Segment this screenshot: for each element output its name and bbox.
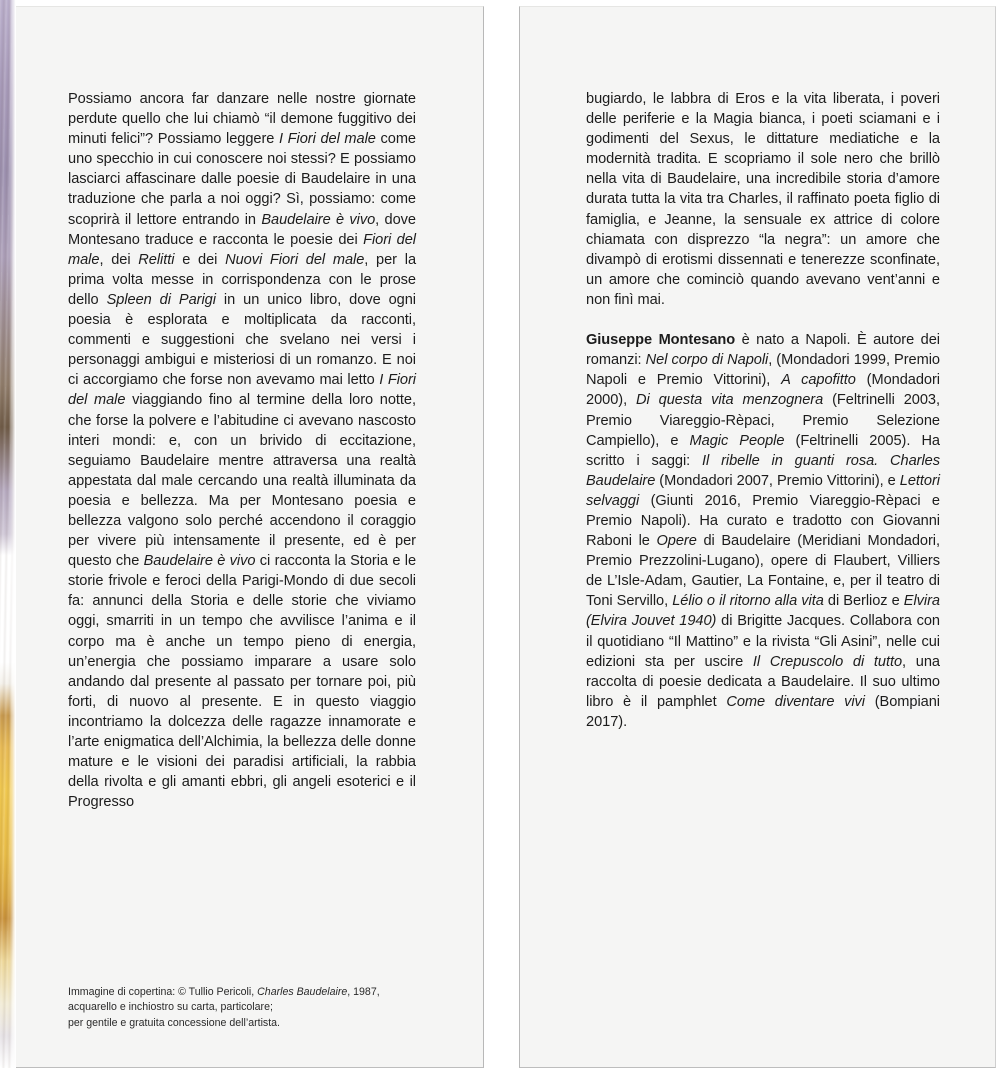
italic-title: Il Crepuscolo di tutto xyxy=(752,653,903,670)
italic-title: Lélio o il ritorno alla vita xyxy=(672,593,824,610)
italic-title: Opere xyxy=(656,533,697,550)
text-run: Possiamo ancora far danzare nelle nostre giornate perdute quello che lui chiamò “il demone fuggitivo dei minuti felici”? Possiamo leggere xyxy=(68,91,416,148)
text-run: (Mondadori 2007, Premio Vittorini), e xyxy=(655,472,900,489)
text-run: (Giunti 2016, Premio Viareggio-Rèpaci e Premio Napoli). Ha curato e tradotto con Giovanni Raboni le xyxy=(586,492,940,550)
italic-title: I Fiori del male xyxy=(68,372,416,409)
right-flap-panel xyxy=(519,6,996,1068)
text-run: , per la prima volta messe in corrispondenza con le prose dello xyxy=(68,251,417,308)
text-run: , 1987, acquarello e inchiostro su carta, particolare; xyxy=(68,985,380,1014)
text-run: per gentile e gratuita concessione dell’artista. xyxy=(68,1016,280,1029)
italic-title: Elvira (Elvira Jouvet 1940) xyxy=(586,593,940,630)
italic-title: Nuovi Fiori del male xyxy=(225,251,365,268)
blurb-paragraph xyxy=(68,89,416,812)
text-run: (Feltrinelli 2005). Ha scritto i saggi: xyxy=(586,432,940,469)
text-run: , una raccolta di poesie dedicata a Baudelaire. Il suo ultimo libro è il pamphlet xyxy=(586,653,940,710)
italic-title: Fiori del male xyxy=(68,231,416,268)
italic-title: Nel corpo di Napoli xyxy=(645,352,769,369)
author-biography-paragraph xyxy=(586,330,940,732)
text-run: , dei xyxy=(99,251,139,268)
italic-title: Baudelaire è vivo xyxy=(261,211,376,228)
text-run: di Brigitte Jacques. Collabora con il quotidiano “Il Mattino” e la rivista “Gli Asini”, nelle cui edizioni sta per uscire xyxy=(586,613,940,670)
text-run: viaggiando fino al termine della loro notte, che forse la polvere e l’abitudine ci avevano nascosto interi mondi: e, con un brivido di eccitazione, seguiamo Baudelaire mentre attraversa una realtà appestata dal male cercando una realtà illuminata da poesia e bellezza. Ma per Montesano poesia e bellezza valgono solo perché accendono il coraggio per vivere più intensamente il presente, ed è per questo che xyxy=(68,392,416,570)
text-run: Immagine di copertina: © Tullio Pericoli, xyxy=(68,985,258,998)
italic-title: A capofitto xyxy=(781,372,856,389)
cover-artwork-strip xyxy=(0,0,16,1068)
italic-title: Il ribelle in guanti rosa. Charles Baudelaire xyxy=(586,452,940,489)
right-flap-text-column xyxy=(586,89,940,732)
italic-title: Spleen di Parigi xyxy=(106,291,216,308)
text-run: (Mondadori 2000), xyxy=(586,372,940,409)
text-run: (Bompiani 2017). xyxy=(586,693,940,730)
text-run: (Feltrinelli 2003, Premio Viareggio-Rèpaci, Premio Selezione Campiello), e xyxy=(586,392,940,449)
text-run: è nato a Napoli. È autore dei romanzi: xyxy=(586,332,940,369)
left-flap-panel xyxy=(16,6,484,1068)
artwork-edge-fade xyxy=(9,0,16,1068)
italic-title: Baudelaire è vivo xyxy=(143,553,256,570)
text-run: in un unico libro, dove ogni poesia è esplorata e moltiplicata da racconti, commenti e suggestioni che svelano nei versi i personaggi ambigui e misteriosi di un romanzo. E noi ci accorgiamo che forse non avevamo mai letto xyxy=(68,291,416,389)
text-run: come uno specchio in cui conoscere noi stessi? E possiamo lasciarci affascinare dalle poesie di Baudelaire in una traduzione che parla a noi oggi? Sì, possiamo: come scoprirà il lettore entrando in xyxy=(68,131,416,228)
left-flap-text-column xyxy=(68,89,416,812)
italic-title: Come diventare vivi xyxy=(726,693,866,710)
italic-title: I Fiori del male xyxy=(279,131,376,148)
text-run: di Berlioz e xyxy=(823,593,904,610)
italic-title: Lettori selvaggi xyxy=(586,472,940,509)
italic-title: Relitti xyxy=(138,251,175,268)
text-run: ci racconta la Storia e le storie frivole e feroci della Parigi-Mondo di due secoli fa: annunci della Storia e delle storie che viviamo oggi, smarriti in un tempo che avvilisce l’anima e il corpo ma è anche un tempo pieno di energia, un’energia che possiamo imparare a usare solo andando dal presente al passato per tornare poi, più forti, di nuovo al presente. E in questo viaggio incontriamo la dolcezza delle ragazze innamorate e l’arte enigmatica dell’Alchimia, la bellezza delle donne mature e le visioni dei paradisi artificiali, la rabbia della rivolta e gli amanti ebbri, gli angeli esoterici e il Progresso xyxy=(68,553,417,811)
italic-title: Di questa vita menzognera xyxy=(636,392,824,409)
text-run: , (Mondadori 1999, Premio Napoli e Premio Vittorini), xyxy=(586,352,940,389)
blurb-continuation-paragraph xyxy=(586,89,940,310)
author-name: Giuseppe Montesano xyxy=(586,332,736,349)
image-credit xyxy=(68,985,428,1031)
italic-title: Charles Baudelaire xyxy=(257,985,348,998)
text-run: , dove Montesano traduce e racconta le poesie dei xyxy=(68,211,416,248)
text-run: bugiardo, le labbra di Eros e la vita liberata, i poveri delle periferie e la Magia bianca, i poeti sciamani e i godimenti del Sexus, le dittature mediatiche e la modernità tradita. E scopriamo il sole nero che brillò nella vita di Baudelaire, una incredibile storia d’amore durata tutta la vita tra Charles, il raffinato poeta figlio di famiglia, e Jeanne, la sensuale ex attrice di colore chiamata con disprezzo “la negra”: un amore che divampò di erotismi dissennati e tenerezze sconfinate, un amore che cominciò quando avevano vent’anni e non finì mai. xyxy=(586,91,940,308)
text-run: e dei xyxy=(174,251,226,268)
text-run: di Baudelaire (Meridiani Mondadori, Premio Prezzolini-Lugano), opere di Flaubert, Villiers de L’Isle-Adam, Gautier, La Fontaine, e, per il teatro di Toni Servillo, xyxy=(586,533,940,610)
italic-title: Magic People xyxy=(689,432,785,449)
